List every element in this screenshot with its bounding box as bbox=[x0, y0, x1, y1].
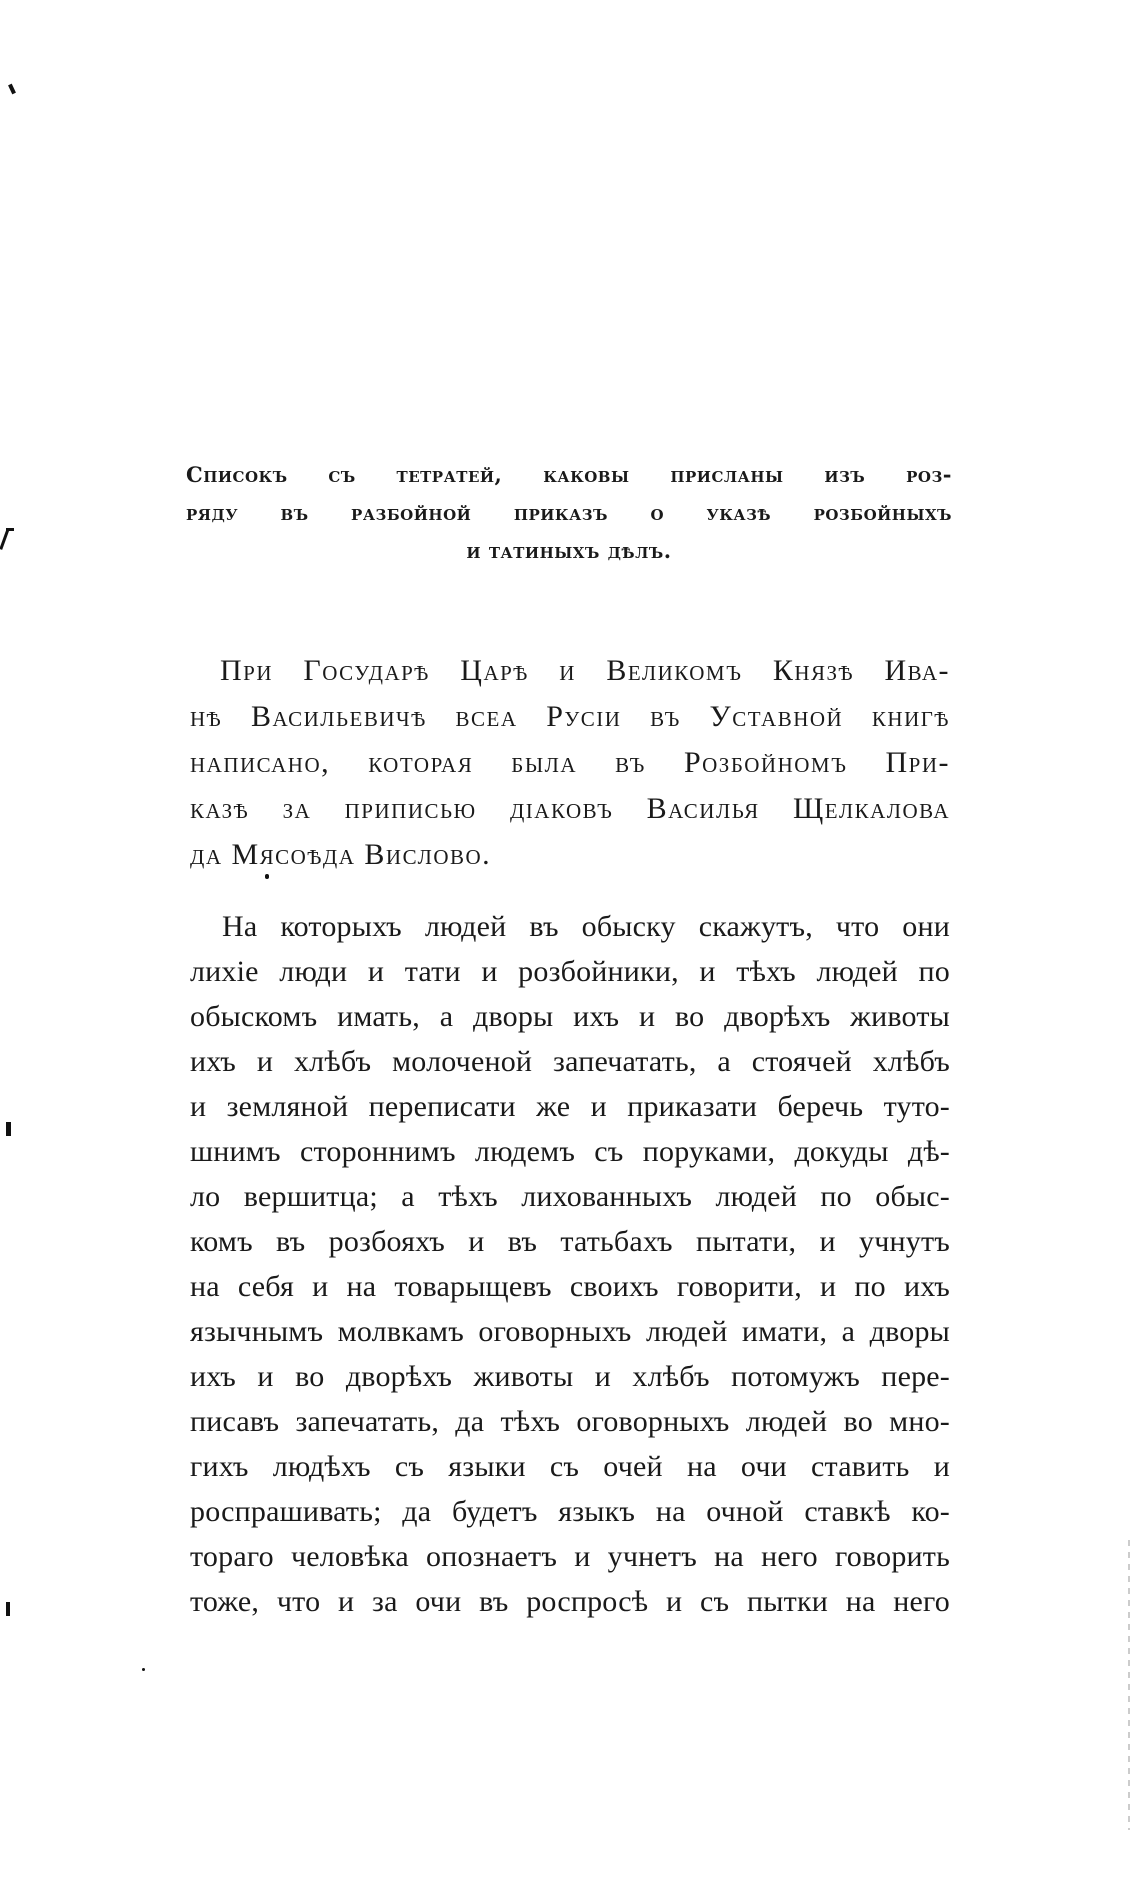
body-line: ло вершитца; а тѣхъ лихованныхъ людей по обыс- bbox=[190, 1180, 950, 1213]
heading-line: ряду въ разбойной приказъ о указѣ розбойныхъ bbox=[186, 500, 952, 525]
heading-line: и татиныхъ дѣлъ. bbox=[466, 538, 672, 563]
section-heading bbox=[186, 456, 952, 570]
page-edge-shadow bbox=[1128, 1540, 1130, 1830]
intro-line: написано, которая была въ Розбойномъ При- bbox=[190, 746, 950, 779]
scan-speck bbox=[8, 84, 16, 95]
body-line: тораго человѣка опознаетъ и учнетъ на него говорить bbox=[190, 1540, 950, 1573]
scan-speck bbox=[0, 528, 10, 550]
scan-speck bbox=[6, 1602, 10, 1616]
intro-paragraph bbox=[190, 648, 950, 878]
heading-line: Списокъ съ тетратей, каковы присланы изъ роз- bbox=[186, 462, 952, 487]
body-line: и земляной переписати же и приказати беречь туто- bbox=[190, 1090, 950, 1123]
body-line: На которыхъ людей въ обыску скажутъ, что они bbox=[222, 910, 950, 943]
body-line: тоже, что и за очи въ роспросѣ и съ пытки на него bbox=[190, 1585, 950, 1618]
scan-speck bbox=[142, 1668, 145, 1671]
intro-line: нѣ Васильевичѣ всеа Русіи въ Уставной книгѣ bbox=[190, 700, 950, 733]
intro-line: да Мясоѣда Вислово. bbox=[190, 838, 492, 871]
body-line: комъ въ розбояхъ и въ татьбахъ пытати, и учнутъ bbox=[190, 1225, 950, 1258]
body-line: ихъ и во дворѣхъ животы и хлѣбъ потомужъ пере- bbox=[190, 1360, 950, 1393]
body-line: на себя и на товарыщевъ своихъ говорити, и по ихъ bbox=[190, 1270, 950, 1303]
body-line: ихъ и хлѣбъ молоченой запечатать, а стоячей хлѣбъ bbox=[190, 1045, 950, 1078]
body-line: гихъ людѣхъ съ языки съ очей на очи ставить и bbox=[190, 1450, 950, 1483]
body-line: роспрашивать; да будетъ языкъ на очной ставкѣ ко- bbox=[190, 1495, 950, 1528]
intro-line: При Государѣ Царѣ и Великомъ Князѣ Ива- bbox=[220, 654, 950, 687]
body-paragraph bbox=[190, 904, 950, 1624]
intro-line: казѣ за приписью діаковъ Василья Щелкалова bbox=[190, 792, 950, 825]
body-line: писавъ запечатать, да тѣхъ оговорныхъ людей во мно- bbox=[190, 1405, 950, 1438]
scan-speck bbox=[6, 1122, 11, 1136]
body-line: обыскомъ имать, а дворы ихъ и во дворѣхъ животы bbox=[190, 1000, 950, 1033]
body-line: лихіе люди и тати и розбойники, и тѣхъ людей по bbox=[190, 955, 950, 988]
scan-speck bbox=[6, 528, 14, 531]
body-line: шнимъ стороннимъ людемъ съ поруками, докуды дѣ- bbox=[190, 1135, 950, 1168]
body-line: язычнымъ молвкамъ оговорныхъ людей имати, а дворы bbox=[190, 1315, 950, 1348]
